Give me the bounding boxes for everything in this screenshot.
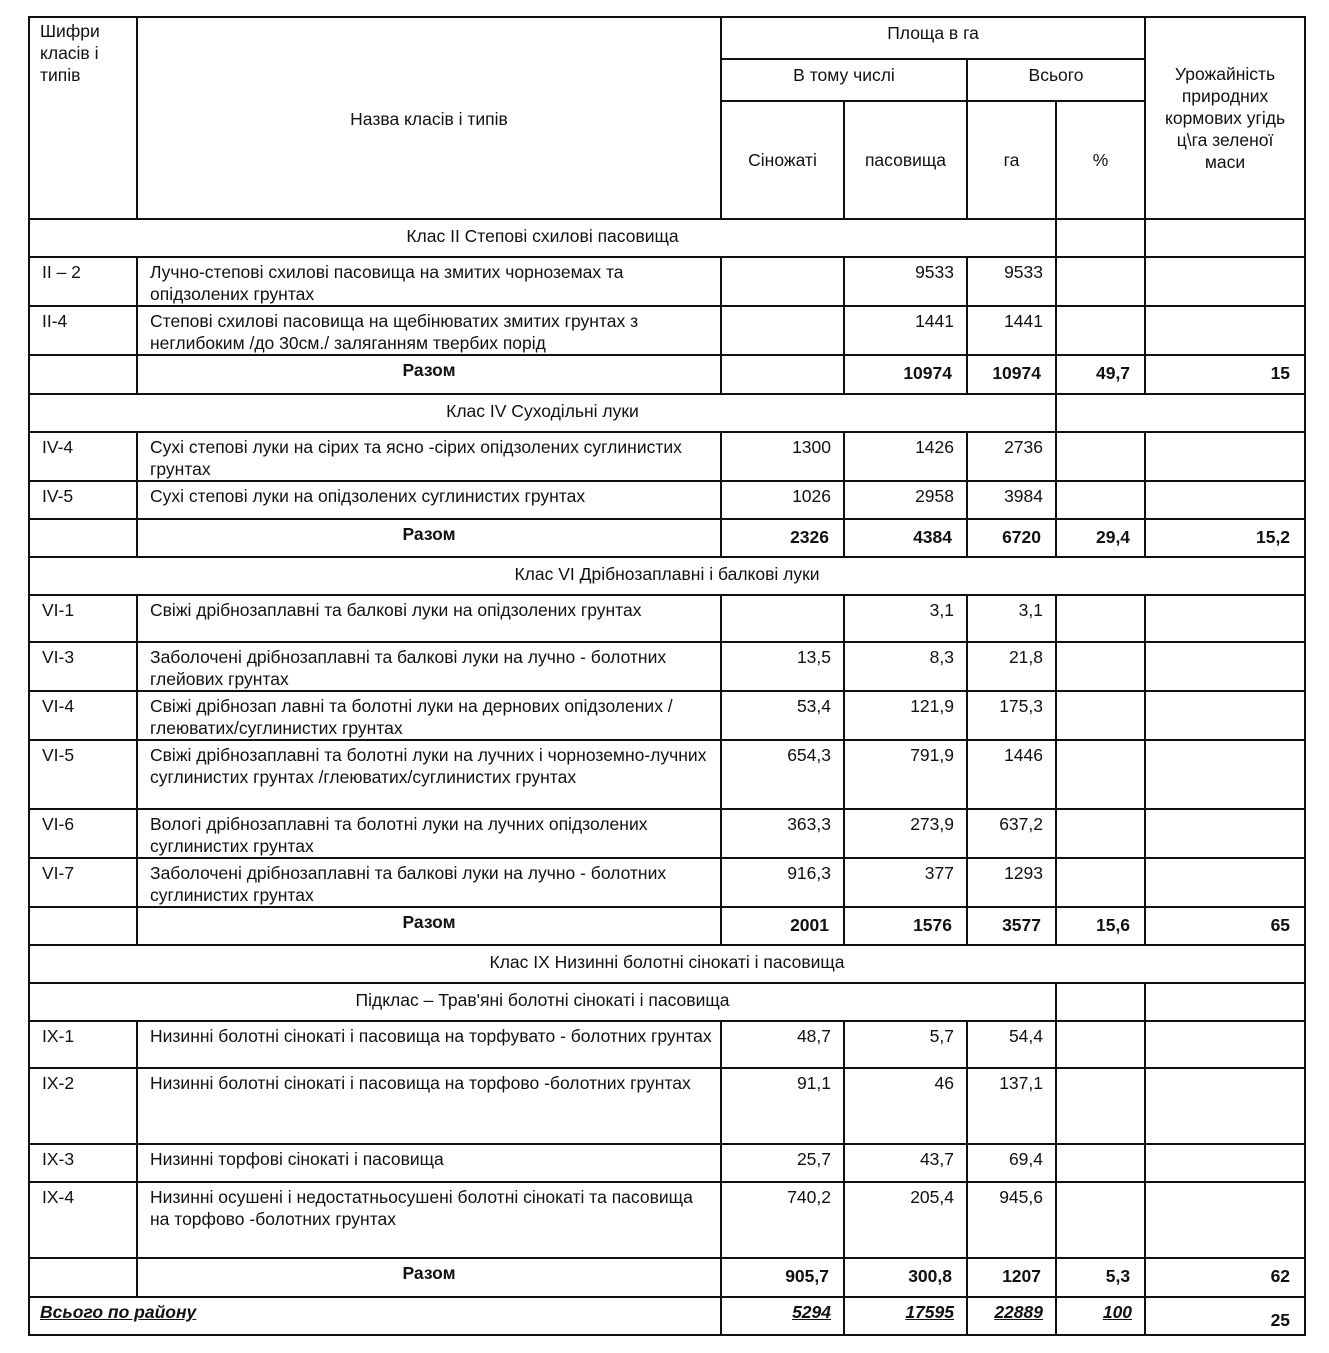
type-name: Сухі степові луки на сірих та ясно -сірих опідзолених суглинистих грунтах xyxy=(137,432,721,481)
ha-value: 175,3 xyxy=(967,691,1056,740)
pasture-value: 1441 xyxy=(844,306,967,355)
ha-value: 3984 xyxy=(967,481,1056,519)
ha-value: 21,8 xyxy=(967,642,1056,691)
hay-subtotal: 2001 xyxy=(721,907,844,945)
ha-total: 22889 xyxy=(967,1297,1056,1335)
type-code: II – 2 xyxy=(29,257,137,306)
header-area: Площа в га xyxy=(721,17,1145,59)
yield-total: 25 xyxy=(1145,1297,1305,1335)
pasture-value: 2958 xyxy=(844,481,967,519)
table-row xyxy=(29,858,1305,907)
hay-value: 1026 xyxy=(721,481,844,519)
table-row xyxy=(29,595,1305,642)
type-code: VI-4 xyxy=(29,691,137,740)
type-name: Заболочені дрібнозаплавні та балкові луки на лучно - болотних суглинистих грунтах xyxy=(137,858,721,907)
hay-value: 25,7 xyxy=(721,1144,844,1182)
pasture-subtotal: 300,8 xyxy=(844,1258,967,1297)
hay-value: 53,4 xyxy=(721,691,844,740)
pasture-value: 205,4 xyxy=(844,1182,967,1258)
hay-value: 1300 xyxy=(721,432,844,481)
header-codes: Шифри класів і типів xyxy=(29,17,137,219)
pct-subtotal: 49,7 xyxy=(1056,355,1145,394)
table-row xyxy=(29,740,1305,809)
pasture-value: 8,3 xyxy=(844,642,967,691)
type-name: Вологі дрібнозаплавні та болотні луки на лучних опідзолених суглинистих грунтах xyxy=(137,809,721,858)
type-name: Степові схилові пасовища на щебінюватих змитих грунтах з неглибоким /до 30см./ заляганням твербих порід xyxy=(137,306,721,355)
land-classification-table xyxy=(28,16,1306,1336)
table-row xyxy=(29,691,1305,740)
type-name: Низинні болотні сінокаті і пасовища на торфувато - болотних грунтах xyxy=(137,1021,721,1068)
hay-value xyxy=(721,257,844,306)
type-code: VI-7 xyxy=(29,858,137,907)
class-title: Клас IX Низинні болотні сінокаті і пасовища xyxy=(29,945,1305,983)
pasture-value: 121,9 xyxy=(844,691,967,740)
pasture-subtotal: 4384 xyxy=(844,519,967,557)
pasture-value: 1426 xyxy=(844,432,967,481)
subtotal-row xyxy=(29,519,1305,557)
hay-value: 654,3 xyxy=(721,740,844,809)
type-name: Низинні торфові сінокаті і пасовища xyxy=(137,1144,721,1182)
ha-subtotal: 1207 xyxy=(967,1258,1056,1297)
pasture-value: 46 xyxy=(844,1068,967,1144)
hay-value: 91,1 xyxy=(721,1068,844,1144)
type-code: VI-6 xyxy=(29,809,137,858)
hay-value: 916,3 xyxy=(721,858,844,907)
hay-value: 48,7 xyxy=(721,1021,844,1068)
class-title: Клас IV Суходільні луки xyxy=(29,394,1056,432)
pasture-value: 9533 xyxy=(844,257,967,306)
table-row xyxy=(29,1068,1305,1144)
table-row xyxy=(29,257,1305,306)
ha-value: 1293 xyxy=(967,858,1056,907)
type-code: VI-5 xyxy=(29,740,137,809)
hay-value xyxy=(721,306,844,355)
type-code: VI-1 xyxy=(29,595,137,642)
pasture-subtotal: 1576 xyxy=(844,907,967,945)
pasture-value: 43,7 xyxy=(844,1144,967,1182)
table-row xyxy=(29,432,1305,481)
header-pasture: пасовища xyxy=(844,101,967,219)
header-total: Всього xyxy=(967,59,1145,101)
hay-value: 13,5 xyxy=(721,642,844,691)
type-code: IV-5 xyxy=(29,481,137,519)
hay-subtotal: 905,7 xyxy=(721,1258,844,1297)
yield-subtotal: 15,2 xyxy=(1145,519,1305,557)
grand-total-row xyxy=(29,1297,1305,1335)
pasture-value: 5,7 xyxy=(844,1021,967,1068)
table-row xyxy=(29,1182,1305,1258)
type-code: II-4 xyxy=(29,306,137,355)
yield-subtotal: 15 xyxy=(1145,355,1305,394)
hay-subtotal: 2326 xyxy=(721,519,844,557)
yield-subtotal: 65 xyxy=(1145,907,1305,945)
hay-value: 363,3 xyxy=(721,809,844,858)
ha-subtotal: 3577 xyxy=(967,907,1056,945)
yield-subtotal: 62 xyxy=(1145,1258,1305,1297)
hay-subtotal xyxy=(721,355,844,394)
table-row xyxy=(29,809,1305,858)
type-code: IX-1 xyxy=(29,1021,137,1068)
pasture-value: 273,9 xyxy=(844,809,967,858)
pct-total: 100 xyxy=(1056,1297,1145,1335)
ha-value: 945,6 xyxy=(967,1182,1056,1258)
type-name: Свіжі дрібнозап лавні та болотні луки на дернових опідзолених /глеюватих/суглинистих грунтах xyxy=(137,691,721,740)
subclass-title: Підклас – Трав'яні болотні сінокаті і пасовища xyxy=(29,983,1056,1021)
subtotal-label: Разом xyxy=(137,519,721,557)
ha-value: 54,4 xyxy=(967,1021,1056,1068)
pct-subtotal: 15,6 xyxy=(1056,907,1145,945)
subtotal-label: Разом xyxy=(137,355,721,394)
table-row xyxy=(29,306,1305,355)
header-hay: Сіножаті xyxy=(721,101,844,219)
pasture-subtotal: 10974 xyxy=(844,355,967,394)
pasture-value: 791,9 xyxy=(844,740,967,809)
table-row xyxy=(29,1144,1305,1182)
ha-value: 3,1 xyxy=(967,595,1056,642)
header-pct: % xyxy=(1056,101,1145,219)
ha-value: 637,2 xyxy=(967,809,1056,858)
type-name: Низинні болотні сінокаті і пасовища на торфово -болотних грунтах xyxy=(137,1068,721,1144)
ha-value: 1441 xyxy=(967,306,1056,355)
type-code: VI-3 xyxy=(29,642,137,691)
subtotal-label: Разом xyxy=(137,1258,721,1297)
type-code: IX-2 xyxy=(29,1068,137,1144)
pct-subtotal: 29,4 xyxy=(1056,519,1145,557)
pct-subtotal: 5,3 xyxy=(1056,1258,1145,1297)
class-title: Клас VI Дрібнозаплавні і балкові луки xyxy=(29,557,1305,595)
subtotal-row xyxy=(29,355,1305,394)
table-row xyxy=(29,481,1305,519)
ha-subtotal: 6720 xyxy=(967,519,1056,557)
type-code: IX-4 xyxy=(29,1182,137,1258)
subtotal-label: Разом xyxy=(137,907,721,945)
type-name: Свіжі дрібнозаплавні та балкові луки на опідзолених грунтах xyxy=(137,595,721,642)
type-code: IX-3 xyxy=(29,1144,137,1182)
type-name: Лучно-степові схилові пасовища на змитих чорноземах та опідзолених грунтах xyxy=(137,257,721,306)
header-ha: га xyxy=(967,101,1056,219)
header-including: В тому числі xyxy=(721,59,967,101)
hay-value: 740,2 xyxy=(721,1182,844,1258)
table-row xyxy=(29,1021,1305,1068)
hay-value xyxy=(721,595,844,642)
type-name: Заболочені дрібнозаплавні та балкові луки на лучно - болотних глейових грунтах xyxy=(137,642,721,691)
ha-subtotal: 10974 xyxy=(967,355,1056,394)
ha-value: 69,4 xyxy=(967,1144,1056,1182)
type-name: Сухі степові луки на опідзолених суглинистих грунтах xyxy=(137,481,721,519)
header-yield: Урожайність природних кормових угідь ц\га зеленої маси xyxy=(1145,17,1305,219)
ha-value: 9533 xyxy=(967,257,1056,306)
grand-total-label: Всього по району xyxy=(29,1297,721,1335)
type-name: Низинні осушені і недостатньосушені болотні сінокаті та пасовища на торфово -болотних грунтах xyxy=(137,1182,721,1258)
hay-total: 5294 xyxy=(721,1297,844,1335)
table-row xyxy=(29,642,1305,691)
ha-value: 2736 xyxy=(967,432,1056,481)
header-name: Назва класів і типів xyxy=(137,17,721,219)
ha-value: 1446 xyxy=(967,740,1056,809)
type-name: Свіжі дрібнозаплавні та болотні луки на лучних і чорноземно-лучних суглинистих грунтах /глеюватих/суглинистих грунтах xyxy=(137,740,721,809)
pasture-total: 17595 xyxy=(844,1297,967,1335)
ha-value: 137,1 xyxy=(967,1068,1056,1144)
type-code: IV-4 xyxy=(29,432,137,481)
subtotal-row xyxy=(29,1258,1305,1297)
pasture-value: 3,1 xyxy=(844,595,967,642)
class-title: Клас II Степові схилові пасовища xyxy=(29,219,1056,257)
subtotal-row xyxy=(29,907,1305,945)
pasture-value: 377 xyxy=(844,858,967,907)
